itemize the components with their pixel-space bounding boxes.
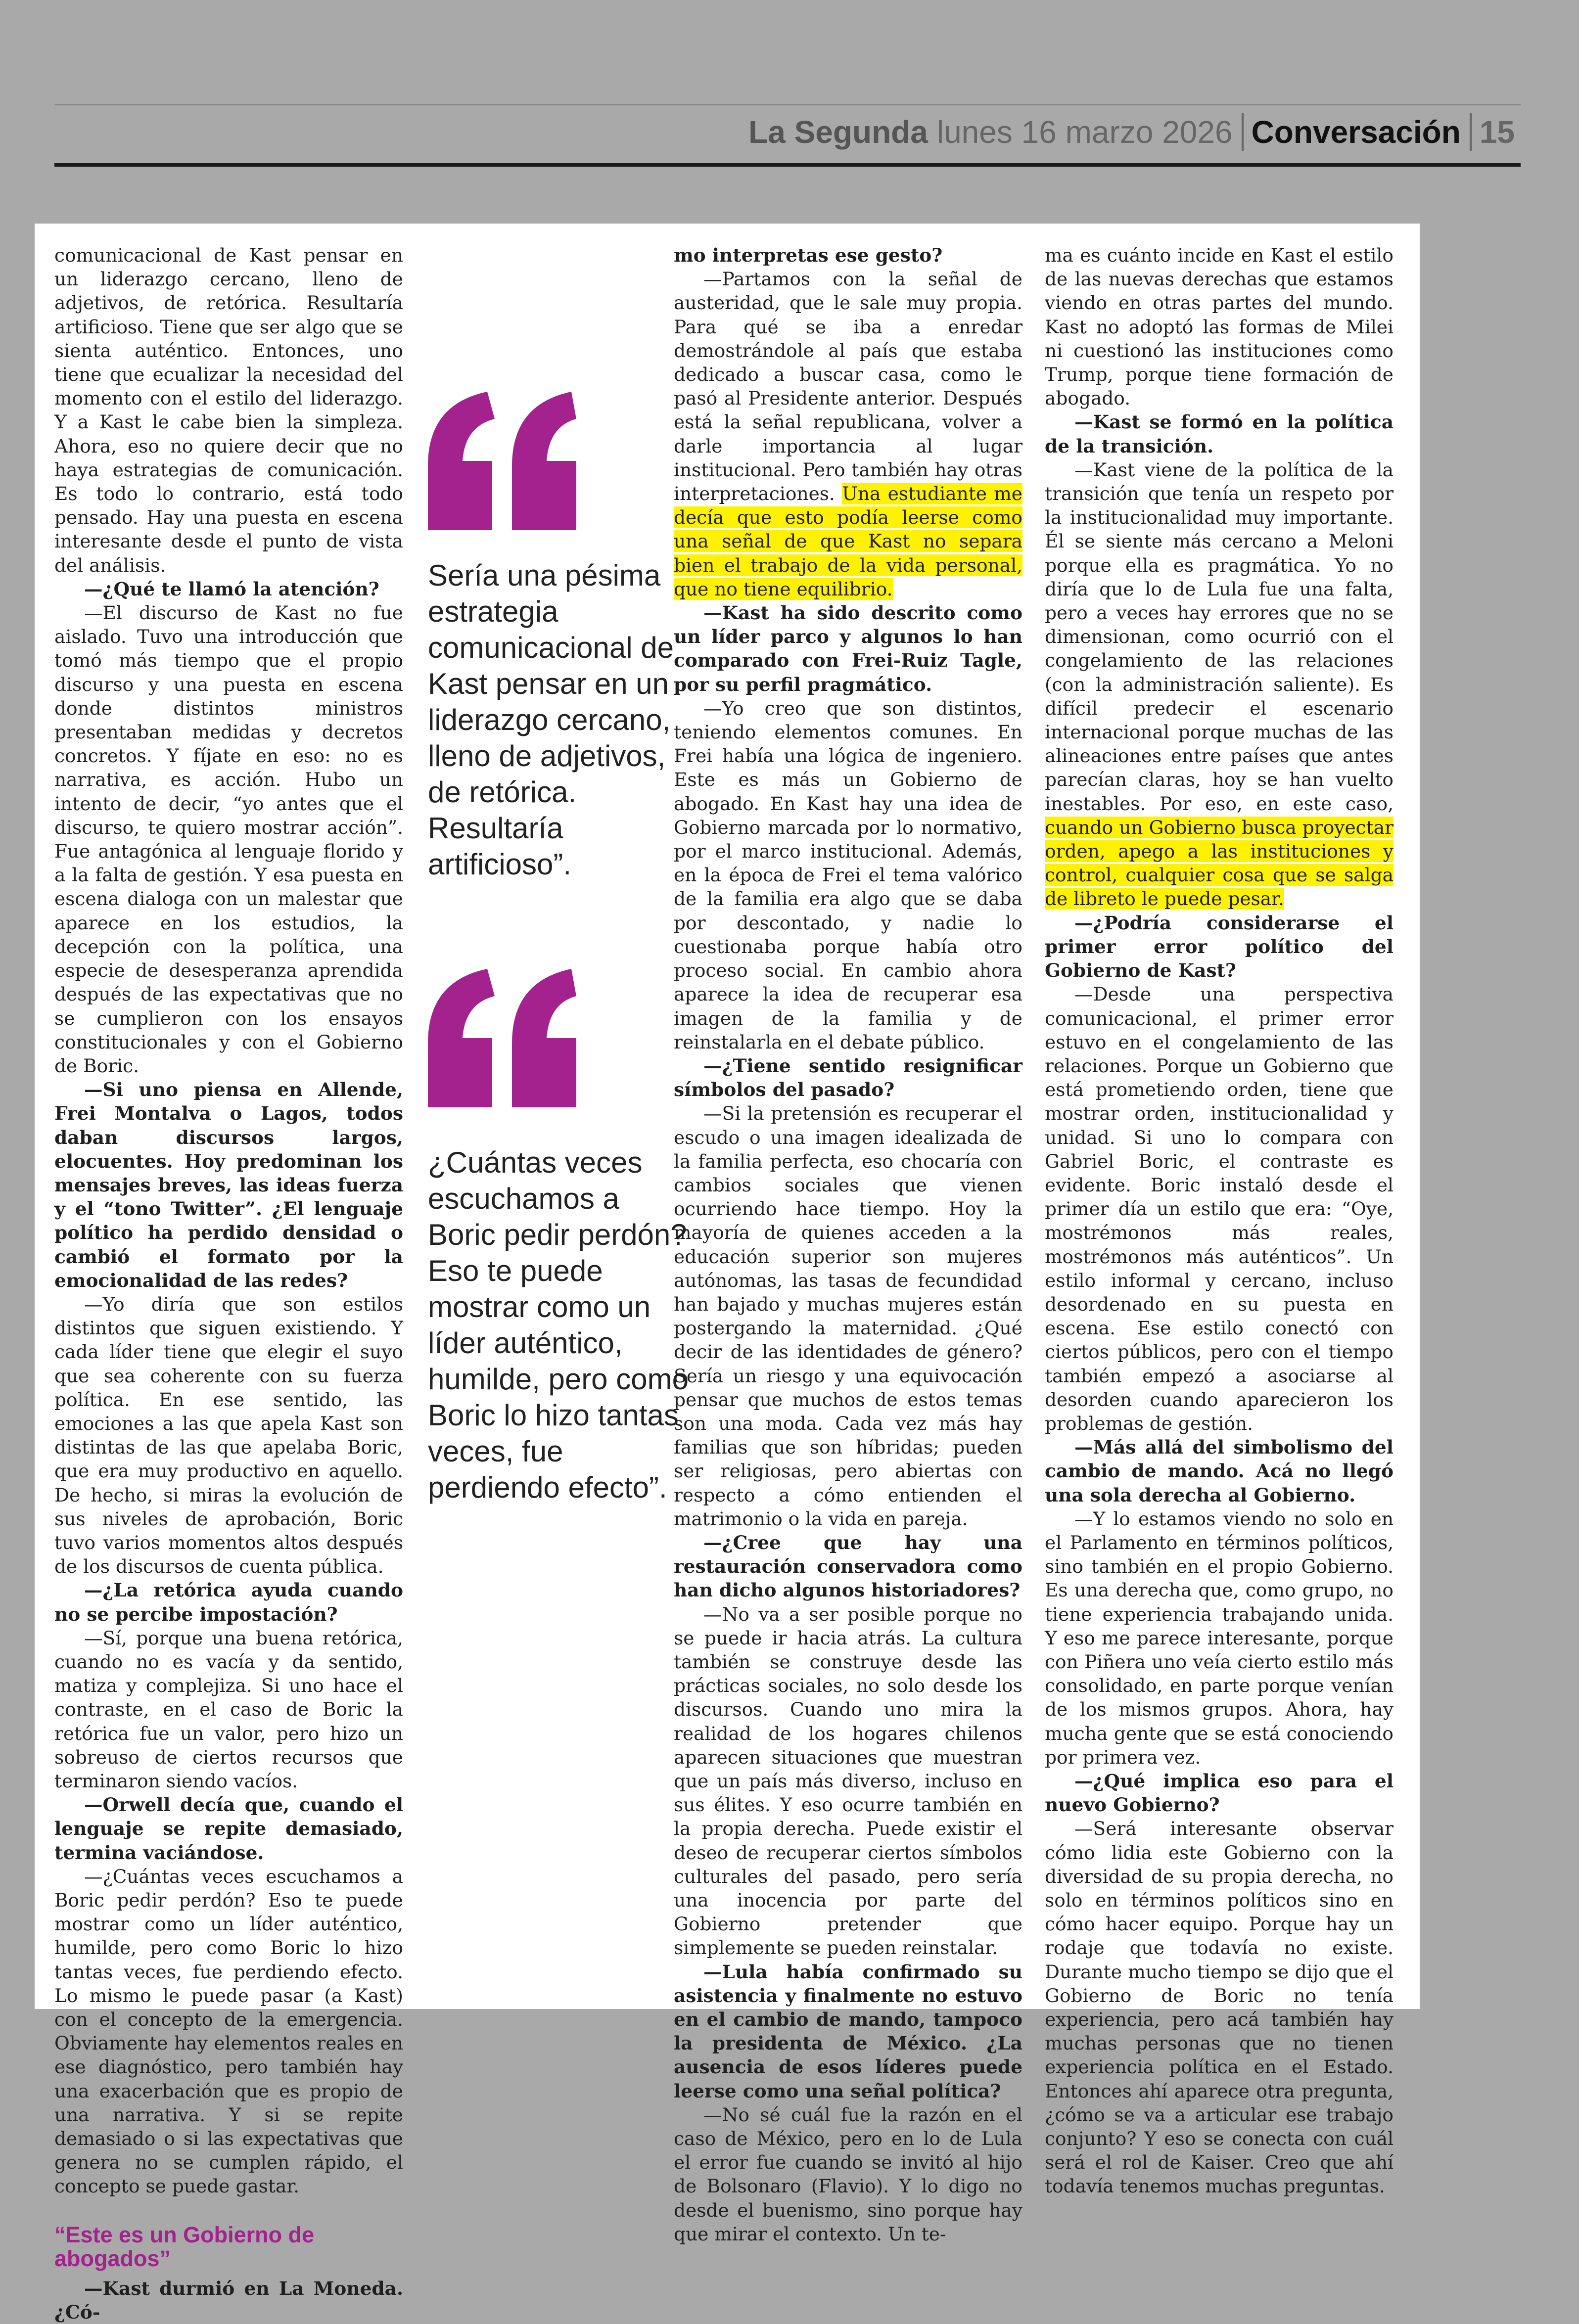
article-column-1 bbox=[54, 243, 403, 2324]
answer-paragraph: —Sí, porque una buena retórica, cuando no es vacía y da sentido, matiza y complejiza. Si uno hace el contraste, en el caso de Boric la retórica fue un valor, pero hizo un sobreuso de ciertos recursos que terminaron siendo vacíos. bbox=[54, 1627, 403, 1792]
question-paragraph: —Si uno piensa en Allende, Frei Montalva o Lagos, todos daban discursos largos, elocuentes. Hoy predominan los mensajes breves, las ideas fuerza y el “tono Twitter”. ¿El lenguaje político ha perdido densidad o cambió el formato por la emocionalidad de las redes? bbox=[54, 1079, 403, 1291]
answer-paragraph: —El discurso de Kast no fue aislado. Tuvo una introducción que tomó más tiempo que el propio discurso y una puesta en escena donde distintos ministros presentaban medidas y decretos concretos. Y fíjate en eso: no es narrativa, es acción. Hubo un intento de decir, “yo antes que el discurso, te quiero mostrar acción”. Fue antagónica al lenguaje florido y a la falta de gestión. Y esa puesta en escena dialoga con un malestar que aparece en los estudios, la decepción con la política, una especie de desesperanza aprendida después de las expectativas que no se cumplieron con los ensayos constitucionales y con el Gobierno de Boric. bbox=[54, 602, 403, 1077]
question-paragraph: —¿Podría considerarse el primer error político del Gobierno de Kast? bbox=[1045, 911, 1393, 982]
question-paragraph: —Más allá del simbolismo del cambio de mando. Acá no llegó una sola derecha al Gobierno. bbox=[1045, 1436, 1393, 1506]
answer-paragraph: —¿Cuántas veces escuchamos a Boric pedir perdón? Eso te puede mostrar como un líder auténtico, humilde, pero como Boric lo hizo tantas veces, fue perdiendo efecto. Lo mismo le puede pasar (a Kast) con el concepto de la emergencia. Obviamente hay elementos reales en ese diagnóstico, pero también hay una exacerbación que es propio de una narrativa. Y si se repite demasiado o si las expectativas que genera no se cumplen rápido, el concepto se puede gastar. bbox=[54, 1865, 403, 2197]
answer-paragraph bbox=[674, 267, 1022, 601]
answer-text: —Kast viene de la política de la transición que tenía un respeto por la institucionalidad muy importante. Él se siente más cercano a Meloni porque ella es pragmática. Yo no diría que lo de Lula fue una falta, pero a veces hay errores que no se dimensionan, como ocurrió con el congelamiento de las relaciones (con la administración saliente). Es difícil predecir el escenario internacional porque muchas de las alineaciones entre países que antes parecían claras, hoy se han vuelto inestables. Por eso, en este caso, bbox=[1045, 458, 1393, 815]
answer-paragraph: —Será interesante observar cómo lidia este Gobierno con la diversidad de su propia derecha, no solo en términos políticos sino en cómo hacer equipo. Porque hay un rodaje que todavía no existe. Durante mucho tiempo se dijo que el Gobierno de Boric no tenía experiencia, pero acá también hay muchas personas que no tienen experiencia política en el Estado. Entonces ahí aparece otra pregunta, ¿cómo se va a articular ese trabajo conjunto? Y eso se conecta con cuál será el rol de Kaiser. Creo que ahí todavía tenemos muchas preguntas. bbox=[1045, 1818, 1393, 2197]
answer-paragraph bbox=[1045, 458, 1393, 911]
question-paragraph: —Kast se formó en la política de la transición. bbox=[1045, 411, 1393, 457]
answer-paragraph: —Si la pretensión es recuperar el escudo o una imagen idealizada de la familia perfecta, eso chocaría con cambios sociales que vienen ocurriendo hace tiempo. Hoy la mayoría de quienes acceden a la educación superior son mujeres autónomas, las tasas de fecundidad han bajado y muchas mujeres están postergando la maternidad. ¿Qué decir de las identidades de género? Sería un riesgo y una equivocación pensar que muchos de estos temas son una moda. Cada vez más hay familias que son híbridas; pueden ser religiosas, pero abiertas con respecto a cómo entienden el matrimonio o la vida en pareja. bbox=[674, 1102, 1022, 1530]
question-paragraph: —¿Qué te llamó la atención? bbox=[84, 578, 379, 600]
answer-text: —Partamos con la señal de austeridad, que le sale muy propia. Para qué se iba a enredar demostrándole al país que estaba dedicado a buscar casa, como le pasó al Presidente anterior. Después está la señal republicana, volver a darle importancia al lugar institucional. Pero también hay otras interpretaciones. bbox=[674, 268, 1022, 505]
quote-mark-icon bbox=[428, 969, 576, 1107]
question-paragraph: mo interpretas ese gesto? bbox=[674, 244, 943, 266]
pull-quote: Sería una pésima estrategia comunicacional de Kast pensar en un liderazgo cercano, lleno de adjetivos, de retórica. Resultaría artificioso”. bbox=[428, 559, 674, 881]
article-column-2 bbox=[674, 243, 1022, 2246]
highlighted-text: Una estudiante me decía que esto podía leerse como una señal de que Kast no separa bien el trabajo de la vida personal, que no tiene equilibrio. bbox=[674, 483, 1022, 600]
quote-mark-icon bbox=[428, 392, 576, 530]
question-paragraph: —Orwell decía que, cuando el lenguaje se repite demasiado, termina vaciándose. bbox=[54, 1794, 403, 1864]
section-name: Conversación bbox=[1251, 114, 1461, 150]
answer-paragraph: —Yo diría que son estilos distintos que siguen existiendo. Y cada líder tiene que elegir el suyo que sea coherente con su fuerza política. En ese sentido, las emociones a las que apela Kast son distintas de las que apelaba Boric, que era muy productivo en aquello. De hecho, si miras la evolución de sus niveles de aprobación, Boric tuvo varios momentos altos después de los discursos de cuenta pública. bbox=[54, 1293, 403, 1578]
answer-paragraph: —Desde una perspectiva comunicacional, el primer error estuvo en el congelamiento de las relaciones. Porque un Gobierno que está prometiendo orden, tiene que mostrar orden, institucionalidad y unidad. Si uno lo compara con Gabriel Boric, el contraste es evidente. Boric instaló desde el primer día un estilo que era: “Oye, mostrémonos más reales, mostrémonos más auténticos”. Un estilo informal y cercano, incluso desordenado en su puesta en escena. Ese estilo conectó con ciertos públicos, pero con el tiempo también empezó a asociarse al desorden cuando aparecieron los problemas de gestión. bbox=[1045, 983, 1393, 1434]
question-paragraph: —¿Cree que hay una restauración conservadora como han dicho algunos historiadores? bbox=[674, 1531, 1022, 1601]
answer-paragraph: —No va a ser posible porque no se puede ir hacia atrás. La cultura también se construye desde las prácticas sociales, no solo desde los discursos. Cuando uno mira la realidad de los hogares chilenos aparecen situaciones que muestran que un país más diverso, incluso en sus élites. Y eso ocurre también en la propia derecha. Puede existir el deseo de recuperar ciertos símbolos culturales del pasado, pero sería una inocencia por parte del Gobierno pretender que simplemente se pueden reinstalar. bbox=[674, 1603, 1022, 1959]
question-paragraph: —Kast durmió en La Moneda. ¿Có- bbox=[54, 2277, 403, 2323]
issue-date: lunes 16 marzo 2026 bbox=[936, 114, 1233, 150]
answer-paragraph: —Y lo estamos viendo no solo en el Parlamento en términos políticos, sino también en el propio Gobierno. Es una derecha que, como grupo, no tiene experiencia trabajando unida. Y eso me parece interesante, porque con Piñera uno veía cierto estilo más consolidado, en parte porque venían de los mismos grupos. Ahora, hay mucha gente que se está conociendo por primera vez. bbox=[1045, 1507, 1393, 1768]
header-separator bbox=[1470, 113, 1472, 151]
header-bottom-rule bbox=[54, 163, 1521, 167]
newspaper-name: La Segunda bbox=[748, 114, 928, 150]
answer-paragraph: —Yo creo que son distintos, teniendo elementos comunes. En Frei había una lógica de ingeniero. Este es más un Gobierno de abogado. En Kast hay una idea de Gobierno marcada por lo normativo, por el marco institucional. Además, en la época de Frei el tema valórico de la familia era algo que se daba por descontado, y nadie lo cuestionaba porque había otro proceso social. En cambio ahora aparece la idea de recuperar esa imagen de la familia y de reinstalarla en el debate público. bbox=[674, 697, 1022, 1053]
question-paragraph: —¿Qué implica eso para el nuevo Gobierno? bbox=[1045, 1770, 1393, 1816]
answer-paragraph: ma es cuánto incide en Kast el estilo de las nuevas derechas que estamos viendo en otras partes del mundo. Kast no adoptó las formas de Milei ni cuestionó las instituciones como Trump, porque tiene formación de abogado. bbox=[1045, 244, 1393, 410]
answer-paragraph: —No sé cuál fue la razón en el caso de México, pero en lo de Lula el error fue cuando se invitó al hijo de Bolsonaro (Flavio). Y lo digo no desde el buenismo, sino porque hay que mirar el contexto. Un te- bbox=[674, 2103, 1022, 2245]
section-subhead: “Este es un Gobierno de abogados” bbox=[54, 2222, 315, 2271]
question-paragraph: —¿Tiene sentido resignificar símbolos del pasado? bbox=[674, 1054, 1022, 1101]
answer-paragraph: comunicacional de Kast pensar en un liderazgo cercano, lleno de adjetivos, de retórica. Resultaría artificioso. Tiene que ser algo que se sienta auténtico. Entonces, uno tiene que ecualizar la necesidad del momento con el estilo del liderazgo. Y a Kast le cabe bien la simpleza. Ahora, eso no quiere decir que no haya estrategias de comunicación. Es todo lo contrario, está todo pensado. Hay una puesta en escena interesante desde el punto de vista del análisis. bbox=[54, 244, 403, 576]
page-header bbox=[748, 110, 1515, 154]
highlighted-text: cuando un Gobierno busca proyectar orden, apego a las instituciones y control, cualquier cosa que se salga de libreto le puede pesar. bbox=[1045, 816, 1393, 910]
question-paragraph: —Lula había confirmado su asistencia y finalmente no estuvo en el cambio de mando, tampoco la presidenta de México. ¿La ausencia de esos líderes puede leerse como una señal política? bbox=[674, 1960, 1022, 2102]
header-top-rule bbox=[54, 104, 1521, 105]
article-column-3 bbox=[1045, 243, 1393, 2198]
pull-quote-column bbox=[428, 392, 690, 1505]
header-separator bbox=[1242, 113, 1244, 151]
page-number: 15 bbox=[1479, 114, 1515, 150]
article-page bbox=[35, 224, 1420, 2323]
pull-quote: ¿Cuántas veces escuchamos a Boric pedir perdón? Eso te puede mostrar como un líder auténtico, humilde, pero como Boric lo hizo tantas veces, fue perdiendo efecto”. bbox=[428, 1146, 689, 1504]
question-paragraph: —¿La retórica ayuda cuando no se percibe impostación? bbox=[54, 1579, 403, 1625]
question-paragraph: —Kast ha sido descrito como un líder parco y algunos lo han comparado con Frei-Ruiz Tagle, por su perfil pragmático. bbox=[674, 602, 1022, 695]
